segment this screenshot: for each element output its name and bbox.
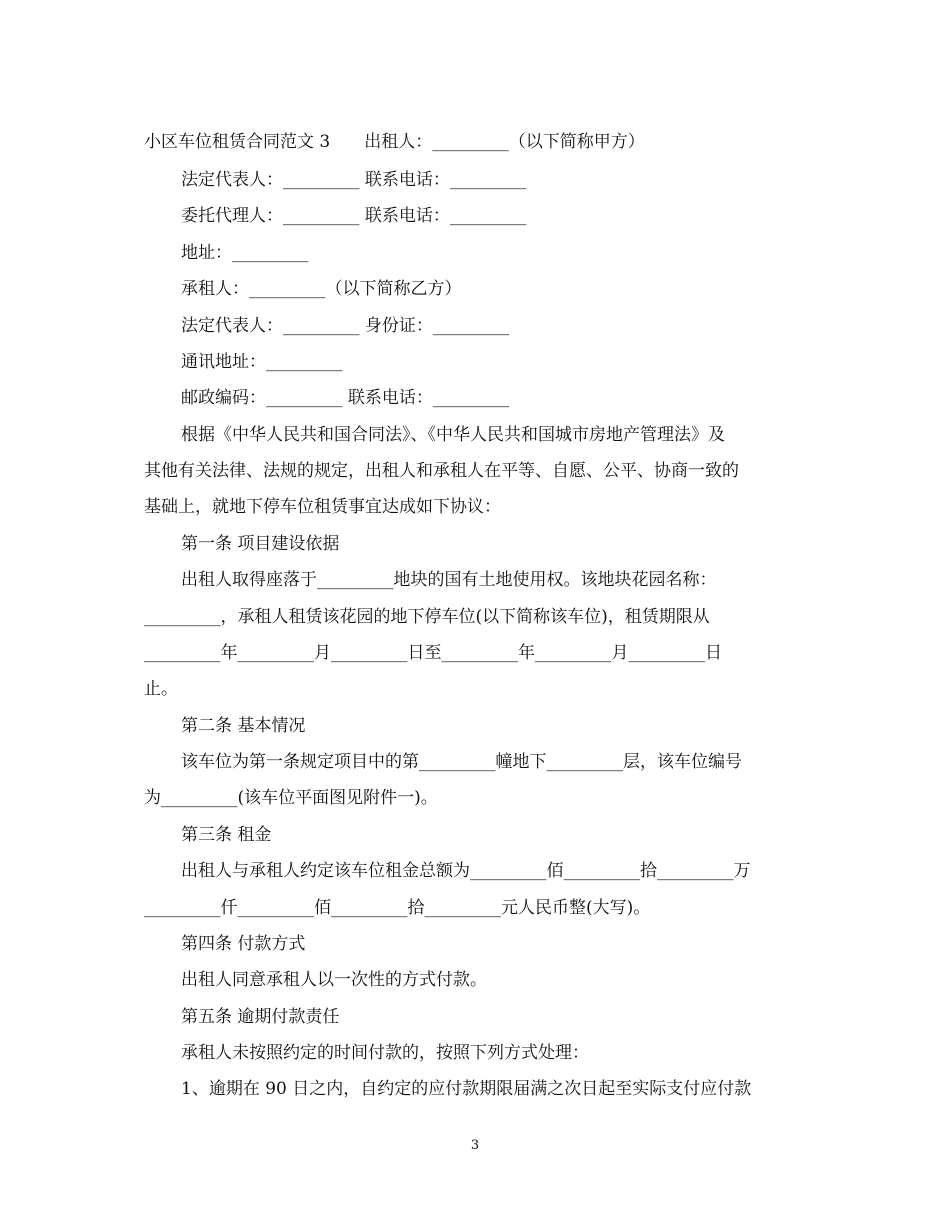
article-4-heading: 第四条 付款方式	[181, 934, 306, 954]
lessee-postcode-phone-line: 邮政编码：_________ 联系电话：_________	[181, 388, 510, 408]
article-2-text-line-1: 该车位为第一条规定项目中的第_________幢地下_________层，该车位编号	[181, 752, 742, 772]
article-5-heading: 第五条 逾期付款责任	[181, 1007, 340, 1027]
lessor-agent-line: 委托代理人：_________ 联系电话：_________	[181, 206, 527, 226]
article-1-text-line-2: _________，承租人租赁该花园的地下停车位(以下简称该车位)，租赁期限从	[144, 607, 710, 627]
article-3-heading: 第三条 租金	[181, 825, 272, 845]
article-1-heading: 第一条 项目建设依据	[181, 534, 340, 554]
article-3-text-line-2: _________仟_________佰_________拾_________元人民币整(大写)。	[144, 898, 651, 918]
lessee-mail-address-line: 通讯地址：_________	[181, 352, 343, 372]
article-4-text: 出租人同意承租人以一次性的方式付款。	[181, 970, 487, 990]
lessee-legal-rep-line: 法定代表人：_________ 身份证：_________	[181, 316, 510, 336]
article-1-text-line-1: 出租人取得座落于_________地块的国有土地使用权。该地块花园名称：	[181, 570, 717, 590]
article-1-text-line-4: 止。	[144, 679, 178, 699]
lessor-address-line: 地址：_________	[181, 243, 309, 263]
preamble-line-1: 根据《中华人民共和国合同法》、《中华人民共和国城市房地产管理法》及	[181, 425, 725, 445]
article-5-clause-1: 1、逾期在 90 日之内，自约定的应付款期限届满之次日起至实际支付应付款	[181, 1079, 752, 1099]
article-3-text-line-1: 出租人与承租人约定该车位租金总额为_________佰_________拾_________万	[181, 861, 751, 881]
article-2-heading: 第二条 基本情况	[181, 716, 306, 736]
lessee-line: 承租人：_________（以下简称乙方）	[181, 279, 462, 299]
page-number: 3	[470, 1138, 480, 1153]
article-5-text-line-1: 承租人未按照约定的时间付款的，按照下列方式处理：	[181, 1043, 589, 1063]
preamble-line-2: 其他有关法律、法规的规定，出租人和承租人在平等、自愿、公平、协商一致的	[144, 461, 739, 481]
article-2-text-line-2: 为_________(该车位平面图见附件一)。	[144, 788, 438, 808]
contract-title-line: 小区车位租赁合同范文 3 出租人：_________（以下简称甲方）	[144, 132, 645, 152]
article-1-text-line-3: _________年_________月_________日至_________年_________月_________日	[144, 643, 722, 663]
preamble-line-3: 基础上，就地下停车位租赁事宜达成如下协议：	[144, 497, 501, 517]
lessor-legal-rep-line: 法定代表人：_________ 联系电话：_________	[181, 170, 527, 190]
